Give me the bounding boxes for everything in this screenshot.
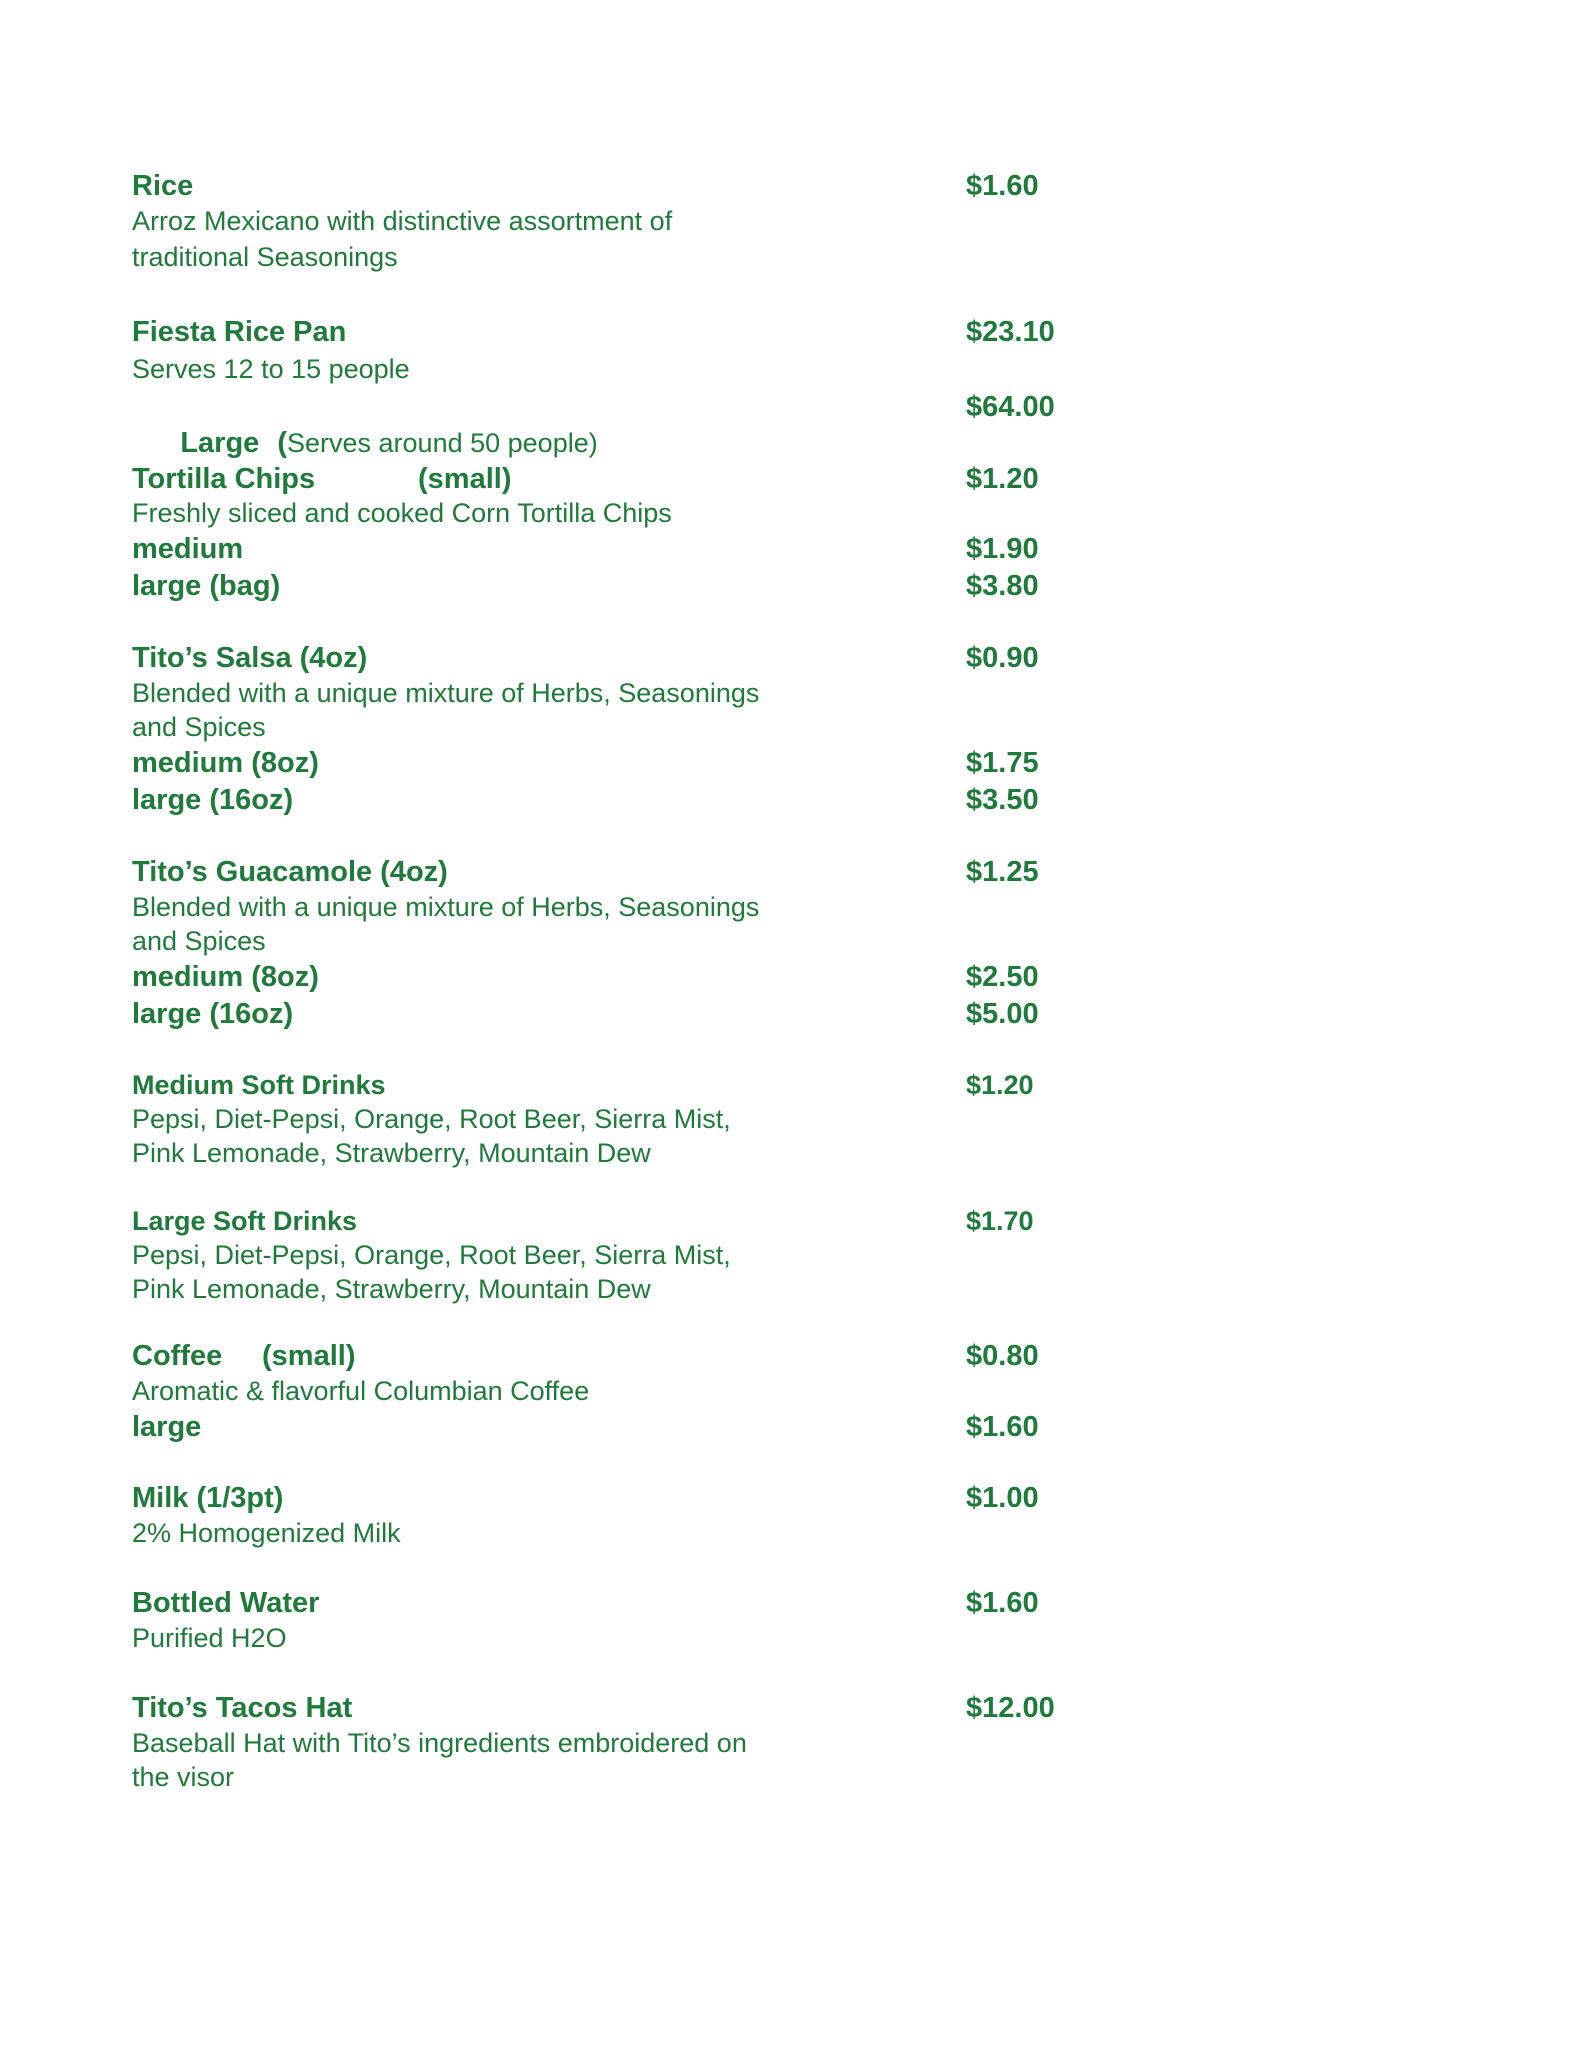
- item-name: Tito’s Salsa (4oz): [132, 642, 368, 674]
- item-description: and Spices: [132, 926, 266, 956]
- item-price: $0.80: [966, 1340, 1039, 1372]
- item-description: traditional Seasonings: [132, 242, 398, 272]
- item-price: $1.20: [966, 463, 1039, 495]
- menu-item-tortilla-chips: [132, 461, 1132, 499]
- menu-item-medium-soft-drinks: [132, 1068, 1132, 1106]
- item-description: Aromatic & flavorful Columbian Coffee: [132, 1376, 590, 1406]
- item-price: $23.10: [966, 316, 1055, 348]
- item-name: Bottled Water: [132, 1587, 320, 1619]
- item-description: 2% Homogenized Milk: [132, 1518, 401, 1548]
- menu-item-rice: [132, 168, 1132, 206]
- item-size: (small): [262, 1340, 356, 1372]
- item-name: Fiesta Rice Pan: [132, 316, 347, 348]
- size-option-large: [132, 389, 1132, 459]
- size-price: $1.60: [966, 1411, 1039, 1443]
- size-label: Large (Serves around 50 people): [180, 427, 598, 459]
- menu-item-bottled-water: [132, 1585, 1132, 1623]
- menu-item-guacamole: [132, 854, 1132, 892]
- size-label: medium (8oz): [132, 747, 319, 779]
- item-price: $1.25: [966, 856, 1039, 888]
- item-description: Arroz Mexicano with distinctive assortment of: [132, 206, 673, 236]
- item-name: Tito’s Guacamole (4oz): [132, 856, 448, 888]
- item-description: Pink Lemonade, Strawberry, Mountain Dew: [132, 1274, 651, 1304]
- size-option-large: [132, 1409, 1132, 1447]
- size-label: large (bag): [132, 570, 281, 602]
- size-option-large: [132, 782, 1132, 820]
- item-name: Coffee: [132, 1340, 223, 1372]
- item-price: $0.90: [966, 642, 1039, 674]
- size-price: $64.00: [966, 391, 1055, 423]
- menu-item-milk: [132, 1480, 1132, 1518]
- item-description: Baseball Hat with Tito’s ingredients embroidered on: [132, 1728, 747, 1758]
- size-label: large (16oz): [132, 998, 294, 1030]
- item-name: Large Soft Drinks: [132, 1206, 358, 1236]
- size-option-large: [132, 996, 1132, 1034]
- item-price: $1.60: [966, 1587, 1039, 1619]
- item-name: Rice: [132, 170, 194, 202]
- size-price: $1.75: [966, 747, 1039, 779]
- size-price: $5.00: [966, 998, 1039, 1030]
- item-description: Freshly sliced and cooked Corn Tortilla Chips: [132, 498, 672, 528]
- item-description: and Spices: [132, 712, 266, 742]
- item-description: Blended with a unique mixture of Herbs, Seasonings: [132, 892, 760, 922]
- item-name: Tito’s Tacos Hat: [132, 1692, 353, 1724]
- size-label: medium: [132, 533, 244, 565]
- item-name: Milk (1/3pt): [132, 1482, 284, 1514]
- size-price: $2.50: [966, 961, 1039, 993]
- size-label: large: [132, 1411, 202, 1443]
- item-price: $1.60: [966, 170, 1039, 202]
- size-price: $3.80: [966, 570, 1039, 602]
- item-name: Tortilla Chips: [132, 463, 316, 495]
- size-price: $1.90: [966, 533, 1039, 565]
- menu-item-large-soft-drinks: [132, 1204, 1132, 1242]
- size-label: medium (8oz): [132, 961, 319, 993]
- menu-item-tacos-hat: [132, 1690, 1132, 1728]
- size-option-medium: [132, 959, 1132, 997]
- item-price: $12.00: [966, 1692, 1055, 1724]
- size-label: large (16oz): [132, 784, 294, 816]
- size-option-large: [132, 568, 1132, 606]
- size-option-medium: [132, 745, 1132, 783]
- item-price: $1.20: [966, 1070, 1034, 1100]
- menu-item-fiesta-rice-pan: [132, 314, 1132, 352]
- menu-item-salsa: [132, 640, 1132, 678]
- size-price: $3.50: [966, 784, 1039, 816]
- item-price: $1.00: [966, 1482, 1039, 1514]
- item-price: $1.70: [966, 1206, 1034, 1236]
- item-description: Blended with a unique mixture of Herbs, Seasonings: [132, 678, 760, 708]
- menu-item-coffee: [132, 1338, 1132, 1376]
- item-description: Pink Lemonade, Strawberry, Mountain Dew: [132, 1138, 651, 1168]
- size-option-medium: [132, 531, 1132, 569]
- item-description: Pepsi, Diet-Pepsi, Orange, Root Beer, Sierra Mist,: [132, 1104, 731, 1134]
- item-size: (small): [418, 463, 512, 495]
- item-description: Pepsi, Diet-Pepsi, Orange, Root Beer, Sierra Mist,: [132, 1240, 731, 1270]
- item-description: Serves 12 to 15 people: [132, 354, 410, 384]
- item-description: Purified H2O: [132, 1623, 287, 1653]
- item-name: Medium Soft Drinks: [132, 1070, 386, 1100]
- item-description: the visor: [132, 1762, 235, 1792]
